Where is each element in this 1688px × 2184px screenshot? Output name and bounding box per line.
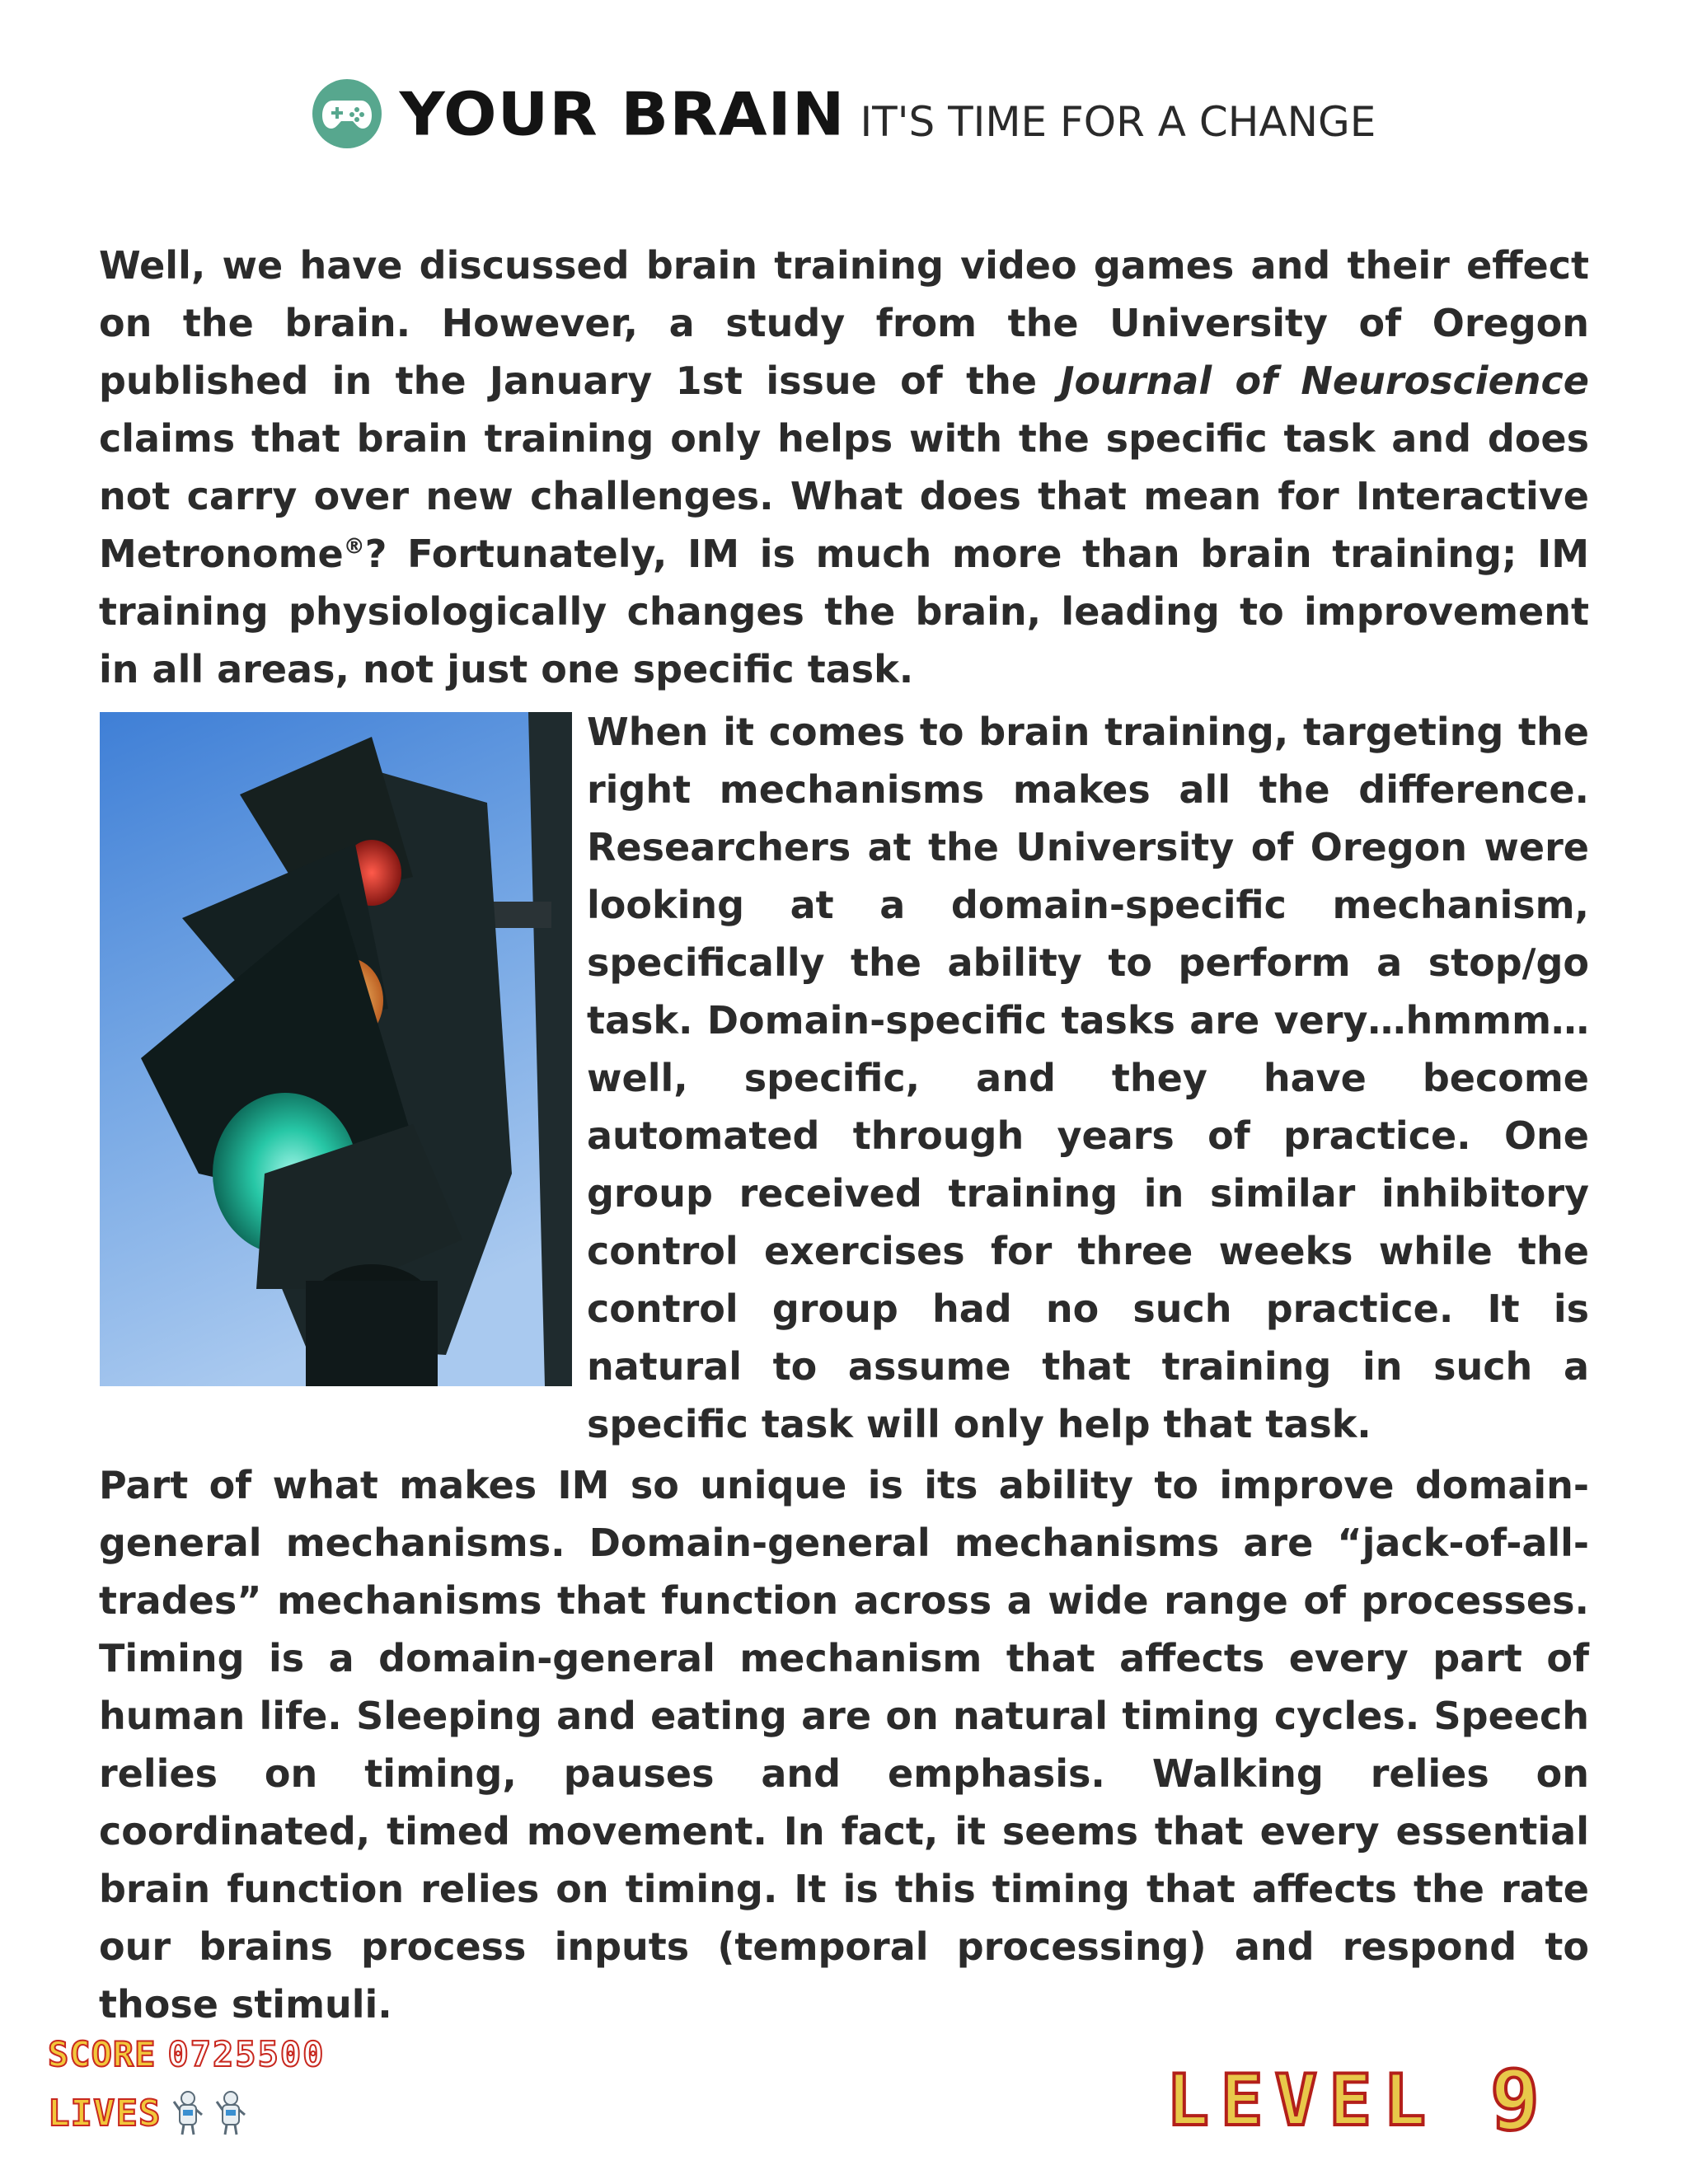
intro-paragraph	[99, 237, 1589, 698]
gamepad-icon	[312, 79, 382, 148]
domain-general-paragraph: Part of what makes IM so unique is its ability to improve domain-general mechanisms. Domain-general mechanisms are “jack-of-all-trades” mechanisms that function across a wide range of processes. Timing is a domain-general mechanism that affects every part of human life. Sleeping and eating are on natural timing cycles. Speech relies on timing, pauses and emphasis. Walking relies on coordinated, timed movement. In fact, it seems that every essential brain function relies on timing. It is this timing that affects the rate our brains process inputs (temporal processing) and respond to those stimuli.	[99, 1463, 1589, 2027]
life-icon	[215, 2090, 246, 2136]
life-icon	[172, 2090, 204, 2136]
score-label: SCORE	[48, 2034, 157, 2074]
journal-name: Journal of Neuroscience	[1060, 359, 1589, 403]
page-header	[0, 73, 1688, 155]
brand-tagline: IT'S TIME FOR A CHANGE	[860, 98, 1376, 146]
intro-text-c: ? Fortunately, IM is much more than brain training; IM training physiologically changes the brain, leading to improvement in all areas, not just one specific task.	[99, 532, 1589, 691]
score-display	[48, 2034, 325, 2074]
intro-text-b: claims that brain training only helps with the specific task and does not carry over new challenges. What does that mean for Interactive Metronome	[99, 416, 1589, 576]
lives-display	[48, 2090, 246, 2136]
level-number: 9	[1489, 2052, 1540, 2149]
level-label: LEVEL	[1166, 2059, 1437, 2142]
traffic-light-photo	[100, 712, 572, 1386]
score-value: 0725500	[167, 2034, 326, 2074]
level-display	[1166, 2052, 1540, 2149]
registered-mark: ®	[343, 534, 365, 560]
intro-text-a: Well, we have discussed brain training video games and their effect on the brain. However, a study from the University of Oregon published in the January 1st issue of the	[99, 243, 1589, 403]
stop-go-paragraph: When it comes to brain training, targeting the right mechanisms makes all the difference. Researchers at the University of Oregon were looking at a domain-specific mechanism, specifically the ability to perform a stop/go task. Domain-specific tasks are very…hmmm…well, specific, and they have become automated through years of practice. One group received training in similar inhibitory control exercises for three weeks while the control group had no such practice. It is natural to assume that training in such a specific task will only help that task.	[587, 710, 1589, 1446]
brand-title: YOUR BRAIN	[399, 78, 846, 149]
lives-label: LIVES	[48, 2092, 162, 2135]
